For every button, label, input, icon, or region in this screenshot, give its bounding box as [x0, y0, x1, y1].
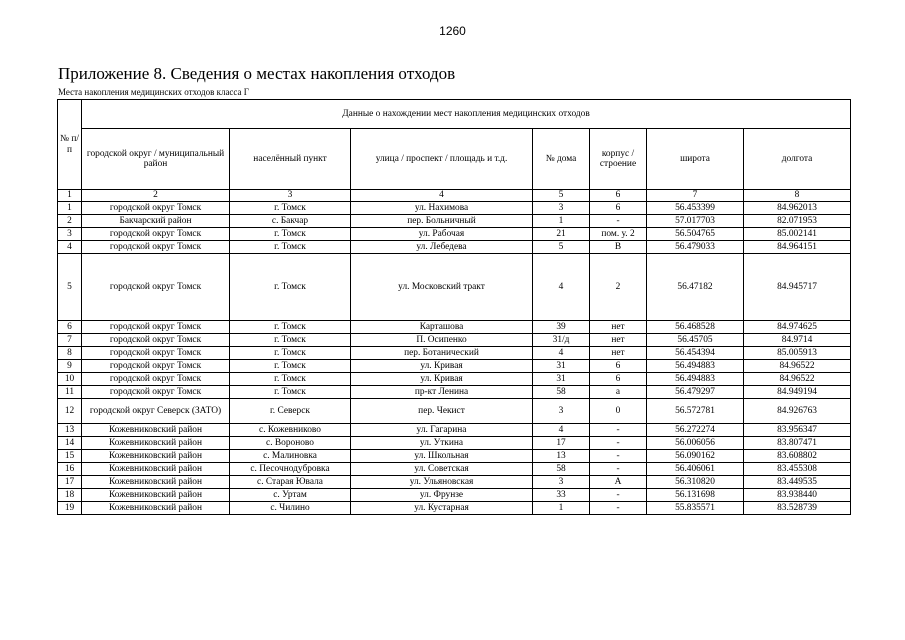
settlement-cell: с. Чилино — [230, 502, 351, 515]
longitude-cell: 85.002141 — [744, 228, 851, 241]
longitude-cell: 83.608802 — [744, 450, 851, 463]
column-header-longitude: долгота — [744, 129, 851, 190]
house-cell: 39 — [533, 321, 590, 334]
page-number: 1260 — [439, 24, 466, 38]
settlement-cell: г. Томск — [230, 321, 351, 334]
house-cell: 21 — [533, 228, 590, 241]
column-header-settlement: населённый пункт — [230, 129, 351, 190]
column-header-house: № дома — [533, 129, 590, 190]
table-row — [58, 347, 851, 360]
settlement-cell: с. Старая Ювала — [230, 476, 351, 489]
settlement-cell: г. Томск — [230, 334, 351, 347]
table-row — [58, 502, 851, 515]
longitude-cell: 84.964151 — [744, 241, 851, 254]
column-number: 7 — [647, 190, 744, 202]
house-cell: 13 — [533, 450, 590, 463]
column-header-street: улица / проспект / площадь и т.д. — [351, 129, 533, 190]
building-cell: 0 — [590, 399, 647, 424]
building-cell: - — [590, 489, 647, 502]
street-cell: Карташова — [351, 321, 533, 334]
house-cell: 1 — [533, 215, 590, 228]
house-cell: 5 — [533, 241, 590, 254]
street-cell: ул. Лебедева — [351, 241, 533, 254]
settlement-cell: г. Томск — [230, 373, 351, 386]
settlement-cell: с. Песочнодубровка — [230, 463, 351, 476]
house-cell: 58 — [533, 463, 590, 476]
row-number-cell: 8 — [58, 347, 82, 360]
district-cell: Кожевниковский район — [82, 450, 230, 463]
column-number: 4 — [351, 190, 533, 202]
column-header-no: № п/п — [58, 100, 82, 190]
latitude-cell: 56.45705 — [647, 334, 744, 347]
settlement-cell: с. Кожевниково — [230, 424, 351, 437]
settlement-cell: г. Северск — [230, 399, 351, 424]
table-row — [58, 489, 851, 502]
latitude-cell: 56.406061 — [647, 463, 744, 476]
latitude-cell: 56.468528 — [647, 321, 744, 334]
table-row — [58, 463, 851, 476]
building-cell: а — [590, 386, 647, 399]
street-cell: ул. Фрунзе — [351, 489, 533, 502]
longitude-cell: 84.96522 — [744, 373, 851, 386]
house-cell: 33 — [533, 489, 590, 502]
street-cell: ул. Нахимова — [351, 202, 533, 215]
longitude-cell: 84.926763 — [744, 399, 851, 424]
column-header-building: корпус / строение — [590, 129, 647, 190]
street-cell: ул. Московский тракт — [351, 254, 533, 321]
district-cell: городской округ Томск — [82, 360, 230, 373]
street-cell: пр-кт Ленина — [351, 386, 533, 399]
house-cell: 31 — [533, 373, 590, 386]
house-cell: 3 — [533, 202, 590, 215]
latitude-cell: 56.479033 — [647, 241, 744, 254]
street-cell: ул. Рабочая — [351, 228, 533, 241]
settlement-cell: с. Вороново — [230, 437, 351, 450]
house-cell: 4 — [533, 424, 590, 437]
longitude-cell: 83.956347 — [744, 424, 851, 437]
latitude-cell: 56.453399 — [647, 202, 744, 215]
building-cell: - — [590, 215, 647, 228]
table-row — [58, 334, 851, 347]
page-title: Приложение 8. Сведения о местах накопления отходов — [58, 64, 456, 83]
longitude-cell: 82.071953 — [744, 215, 851, 228]
building-cell: пом. у. 2 — [590, 228, 647, 241]
table-row — [58, 399, 851, 424]
column-header-district: городской округ / муниципальный район — [82, 129, 230, 190]
district-cell: Бакчарский район — [82, 215, 230, 228]
settlement-cell: г. Томск — [230, 360, 351, 373]
row-number-cell: 9 — [58, 360, 82, 373]
table-row — [58, 241, 851, 254]
street-cell: ул. Кривая — [351, 373, 533, 386]
latitude-cell: 56.272274 — [647, 424, 744, 437]
settlement-cell: г. Томск — [230, 228, 351, 241]
district-cell: городской округ Томск — [82, 347, 230, 360]
table-row — [58, 476, 851, 489]
building-cell: 2 — [590, 254, 647, 321]
table-row — [58, 215, 851, 228]
latitude-cell: 56.006056 — [647, 437, 744, 450]
table-row — [58, 437, 851, 450]
building-cell: - — [590, 463, 647, 476]
house-cell: 31 — [533, 360, 590, 373]
row-number-cell: 3 — [58, 228, 82, 241]
table-row — [58, 373, 851, 386]
building-cell: 6 — [590, 360, 647, 373]
settlement-cell: г. Томск — [230, 241, 351, 254]
table-row — [58, 424, 851, 437]
header-columns-row — [58, 129, 851, 190]
row-number-cell: 18 — [58, 489, 82, 502]
latitude-cell: 57.017703 — [647, 215, 744, 228]
longitude-cell: 84.945717 — [744, 254, 851, 321]
latitude-cell: 56.494883 — [647, 373, 744, 386]
column-number: 1 — [58, 190, 82, 202]
latitude-cell: 56.090162 — [647, 450, 744, 463]
district-cell: городской округ Томск — [82, 241, 230, 254]
latitude-cell: 56.131698 — [647, 489, 744, 502]
column-number: 6 — [590, 190, 647, 202]
longitude-cell: 84.949194 — [744, 386, 851, 399]
settlement-cell: г. Томск — [230, 202, 351, 215]
latitude-cell: 56.47182 — [647, 254, 744, 321]
longitude-cell: 84.962013 — [744, 202, 851, 215]
district-cell: Кожевниковский район — [82, 502, 230, 515]
building-cell: 6 — [590, 202, 647, 215]
latitude-cell: 56.479297 — [647, 386, 744, 399]
latitude-cell: 56.494883 — [647, 360, 744, 373]
row-number-cell: 16 — [58, 463, 82, 476]
street-cell: ул. Советская — [351, 463, 533, 476]
district-cell: городской округ Томск — [82, 334, 230, 347]
building-cell: нет — [590, 321, 647, 334]
building-cell: А — [590, 476, 647, 489]
district-cell: Кожевниковский район — [82, 437, 230, 450]
street-cell: пер. Чекист — [351, 399, 533, 424]
row-number-cell: 2 — [58, 215, 82, 228]
row-number-cell: 13 — [58, 424, 82, 437]
building-cell: В — [590, 241, 647, 254]
row-number-cell: 10 — [58, 373, 82, 386]
district-cell: Кожевниковский район — [82, 489, 230, 502]
table-caption: Места накопления медицинских отходов класса Г — [58, 87, 249, 97]
longitude-cell: 83.449535 — [744, 476, 851, 489]
settlement-cell: с. Бакчар — [230, 215, 351, 228]
street-cell: ул. Кустарная — [351, 502, 533, 515]
column-number: 2 — [82, 190, 230, 202]
column-number: 3 — [230, 190, 351, 202]
row-number-cell: 12 — [58, 399, 82, 424]
street-cell: пер. Больничный — [351, 215, 533, 228]
longitude-cell: 83.938440 — [744, 489, 851, 502]
building-cell: нет — [590, 334, 647, 347]
district-cell: городской округ Северск (ЗАТО) — [82, 399, 230, 424]
house-cell: 1 — [533, 502, 590, 515]
row-number-cell: 4 — [58, 241, 82, 254]
district-cell: Кожевниковский район — [82, 463, 230, 476]
table-row — [58, 450, 851, 463]
longitude-cell: 84.96522 — [744, 360, 851, 373]
latitude-cell: 56.504765 — [647, 228, 744, 241]
group-header: Данные о нахождении мест накопления медицинских отходов — [82, 100, 851, 129]
district-cell: городской округ Томск — [82, 321, 230, 334]
district-cell: городской округ Томск — [82, 228, 230, 241]
building-cell: - — [590, 502, 647, 515]
table-body — [58, 202, 851, 515]
column-number-row — [58, 190, 851, 202]
district-cell: городской округ Томск — [82, 373, 230, 386]
row-number-cell: 15 — [58, 450, 82, 463]
house-cell: 31/д — [533, 334, 590, 347]
column-number: 8 — [744, 190, 851, 202]
column-number: 5 — [533, 190, 590, 202]
latitude-cell: 55.835571 — [647, 502, 744, 515]
street-cell: П. Осипенко — [351, 334, 533, 347]
settlement-cell: г. Томск — [230, 347, 351, 360]
column-header-latitude: широта — [647, 129, 744, 190]
longitude-cell: 83.455308 — [744, 463, 851, 476]
table-row — [58, 321, 851, 334]
row-number-cell: 1 — [58, 202, 82, 215]
table-row — [58, 254, 851, 321]
longitude-cell: 84.974625 — [744, 321, 851, 334]
street-cell: пер. Ботанический — [351, 347, 533, 360]
longitude-cell: 84.9714 — [744, 334, 851, 347]
building-cell: - — [590, 424, 647, 437]
table-row — [58, 228, 851, 241]
building-cell: 6 — [590, 373, 647, 386]
latitude-cell: 56.572781 — [647, 399, 744, 424]
longitude-cell: 83.807471 — [744, 437, 851, 450]
house-cell: 4 — [533, 347, 590, 360]
settlement-cell: г. Томск — [230, 254, 351, 321]
row-number-cell: 19 — [58, 502, 82, 515]
latitude-cell: 56.310820 — [647, 476, 744, 489]
row-number-cell: 14 — [58, 437, 82, 450]
house-cell: 3 — [533, 399, 590, 424]
row-number-cell: 5 — [58, 254, 82, 321]
longitude-cell: 85.005913 — [744, 347, 851, 360]
building-cell: - — [590, 450, 647, 463]
district-cell: Кожевниковский район — [82, 476, 230, 489]
row-number-cell: 6 — [58, 321, 82, 334]
row-number-cell: 11 — [58, 386, 82, 399]
building-cell: - — [590, 437, 647, 450]
building-cell: нет — [590, 347, 647, 360]
street-cell: ул. Гагарина — [351, 424, 533, 437]
latitude-cell: 56.454394 — [647, 347, 744, 360]
street-cell: ул. Уткина — [351, 437, 533, 450]
table-row — [58, 202, 851, 215]
district-cell: городской округ Томск — [82, 254, 230, 321]
settlement-cell: г. Томск — [230, 386, 351, 399]
house-cell: 4 — [533, 254, 590, 321]
row-number-cell: 17 — [58, 476, 82, 489]
table-row — [58, 386, 851, 399]
header-group-row — [58, 100, 851, 129]
district-cell: городской округ Томск — [82, 386, 230, 399]
district-cell: Кожевниковский район — [82, 424, 230, 437]
house-cell: 3 — [533, 476, 590, 489]
house-cell: 58 — [533, 386, 590, 399]
district-cell: городской округ Томск — [82, 202, 230, 215]
street-cell: ул. Ульяновская — [351, 476, 533, 489]
row-number-cell: 7 — [58, 334, 82, 347]
settlement-cell: с. Уртам — [230, 489, 351, 502]
longitude-cell: 83.528739 — [744, 502, 851, 515]
street-cell: ул. Школьная — [351, 450, 533, 463]
table-row — [58, 360, 851, 373]
house-cell: 17 — [533, 437, 590, 450]
waste-sites-table — [57, 99, 851, 515]
settlement-cell: с. Малиновка — [230, 450, 351, 463]
street-cell: ул. Кривая — [351, 360, 533, 373]
